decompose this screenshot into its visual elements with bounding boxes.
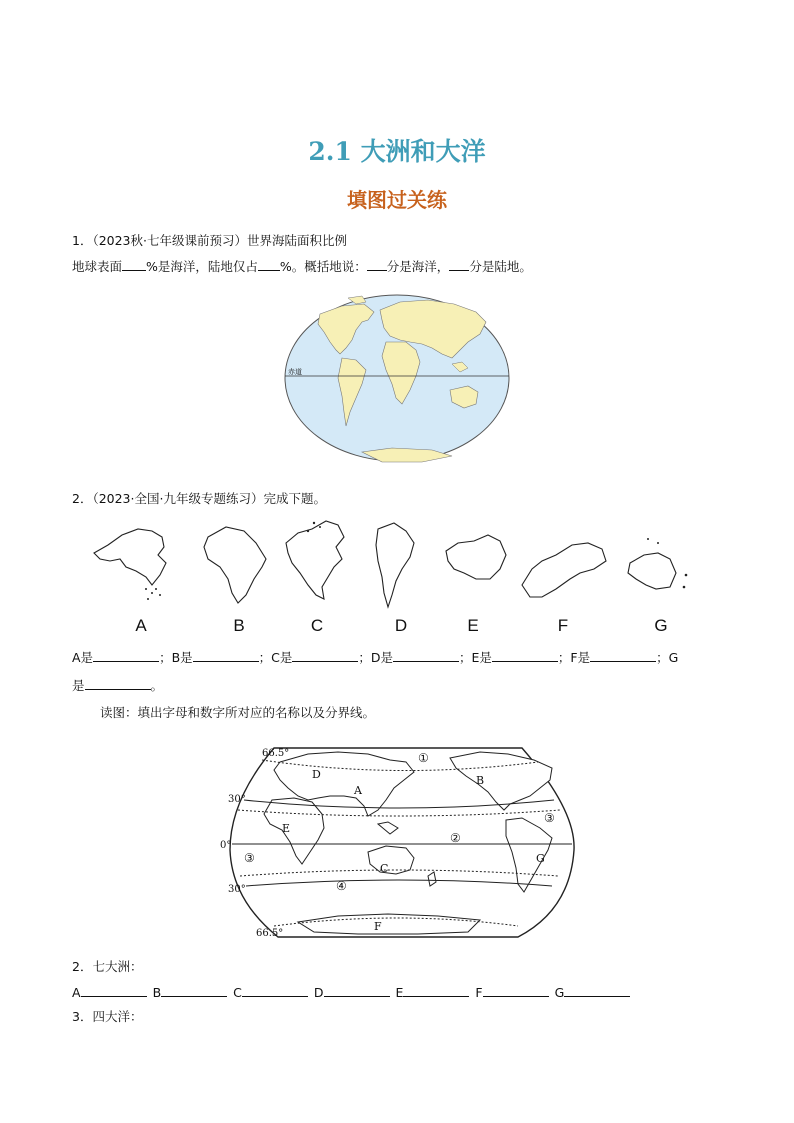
blank-g[interactable] (85, 677, 151, 690)
ocean-num-1: ① (418, 751, 429, 765)
outline-europe (522, 543, 606, 597)
cont-d-text: D (313, 985, 324, 1000)
q1-text-d: 分是海洋， (386, 259, 450, 274)
q2-label: 2．（2023·全国·九年级专题练习）完成下题。 (72, 491, 326, 506)
outline-south-america (376, 523, 414, 607)
fill-e-text: ；E是 (459, 650, 492, 665)
page-title: 2.1 大洲和大洋 (308, 137, 486, 166)
q1-text-e: 分是陆地。 (469, 259, 532, 274)
map-letter-b: B (476, 774, 485, 787)
q2-instruction: 读图：填出字母和数字所对应的名称以及分界线。 (100, 705, 376, 720)
letter-g: G (654, 616, 668, 635)
fill-b-text: ；B是 (159, 650, 193, 665)
letter-b: B (233, 616, 245, 635)
fill-g2-text: 是 (72, 678, 85, 693)
fill-end-text: 。 (150, 678, 164, 693)
letter-c: C (310, 616, 324, 635)
lat-label-30s: 30° (228, 884, 246, 895)
cont-g-text: G (554, 985, 565, 1000)
outline-oceania (628, 553, 676, 589)
letter-f: F (557, 616, 569, 635)
map-letter-a: A (354, 784, 362, 797)
ocean-num-4: ④ (336, 879, 347, 893)
lat-label-665s: 66.5° (256, 928, 284, 939)
map-letter-f: F (374, 920, 382, 933)
cont-a-text: A (72, 985, 81, 1000)
fill-d-text: ；D是 (358, 650, 394, 665)
cont-blank-e[interactable] (403, 984, 469, 997)
blank-a[interactable] (93, 649, 159, 662)
page-subtitle: 填图过关练 (347, 188, 447, 212)
blank-c[interactable] (292, 649, 358, 662)
q2-fill-row (72, 649, 678, 667)
map-letter-e: E (282, 822, 291, 835)
letter-e: E (467, 616, 479, 635)
outline-asia (94, 529, 166, 585)
oceans-label: 3．四大洋： (72, 1009, 143, 1024)
fill-a-text: A是 (72, 650, 94, 665)
ocean-num-2: ② (450, 831, 461, 845)
q1-text (72, 258, 532, 276)
blank-e[interactable] (492, 649, 558, 662)
cont-blank-d[interactable] (324, 984, 390, 997)
letter-d: D (394, 616, 408, 635)
q1-blank-land-pct[interactable] (258, 258, 280, 271)
q1-text-c: %。概括地说： (279, 259, 367, 274)
continents-label: 2．七大洲： (72, 959, 143, 974)
equator-label: 赤道 (288, 368, 302, 376)
continent-outlines (86, 515, 706, 615)
cont-blank-g[interactable] (564, 984, 630, 997)
cont-f-text: F (475, 985, 483, 1000)
letter-a: A (135, 616, 147, 635)
map-letter-c: C (380, 862, 389, 875)
q1-text-a: 地球表面 (72, 259, 123, 274)
q1-blank-ocean-parts[interactable] (367, 258, 387, 271)
lat-label-665n: 66.5° (262, 748, 290, 759)
q1-blank-land-parts[interactable] (449, 258, 469, 271)
q1-text-b: %是海洋，陆地仅占 (146, 259, 258, 274)
oval-world-map (282, 292, 514, 467)
cont-blank-f[interactable] (483, 984, 549, 997)
cont-b-text: B (152, 985, 162, 1000)
cont-blank-b[interactable] (161, 984, 227, 997)
blank-f[interactable] (590, 649, 656, 662)
cont-e-text: E (395, 985, 404, 1000)
cont-blank-c[interactable] (242, 984, 308, 997)
world-map-latitudes (218, 740, 578, 940)
ocean-num-3-right: ③ (544, 811, 555, 825)
continents-fill-row (72, 984, 630, 1002)
cont-c-text: C (233, 985, 242, 1000)
map-letter-d: D (312, 768, 321, 781)
fill-g-text: ；G (656, 650, 679, 665)
lat-label-30n: 30° (228, 794, 246, 805)
cont-blank-a[interactable] (81, 984, 147, 997)
outline-antarctica (446, 535, 506, 579)
lat-label-0: 0° (220, 840, 232, 851)
q2-fill-row-2 (72, 677, 163, 695)
q1-blank-ocean-pct[interactable] (122, 258, 146, 271)
fill-f-text: ；F是 (557, 650, 591, 665)
fill-c-text: ；C是 (258, 650, 293, 665)
q1-label: 1．（2023秋·七年级课前预习）世界海陆面积比例 (72, 233, 347, 248)
blank-b[interactable] (193, 649, 259, 662)
outline-africa (204, 527, 266, 603)
ocean-num-3-left: ③ (244, 851, 255, 865)
blank-d[interactable] (393, 649, 459, 662)
outline-north-america (286, 521, 344, 599)
map-letter-g: G (536, 852, 545, 865)
